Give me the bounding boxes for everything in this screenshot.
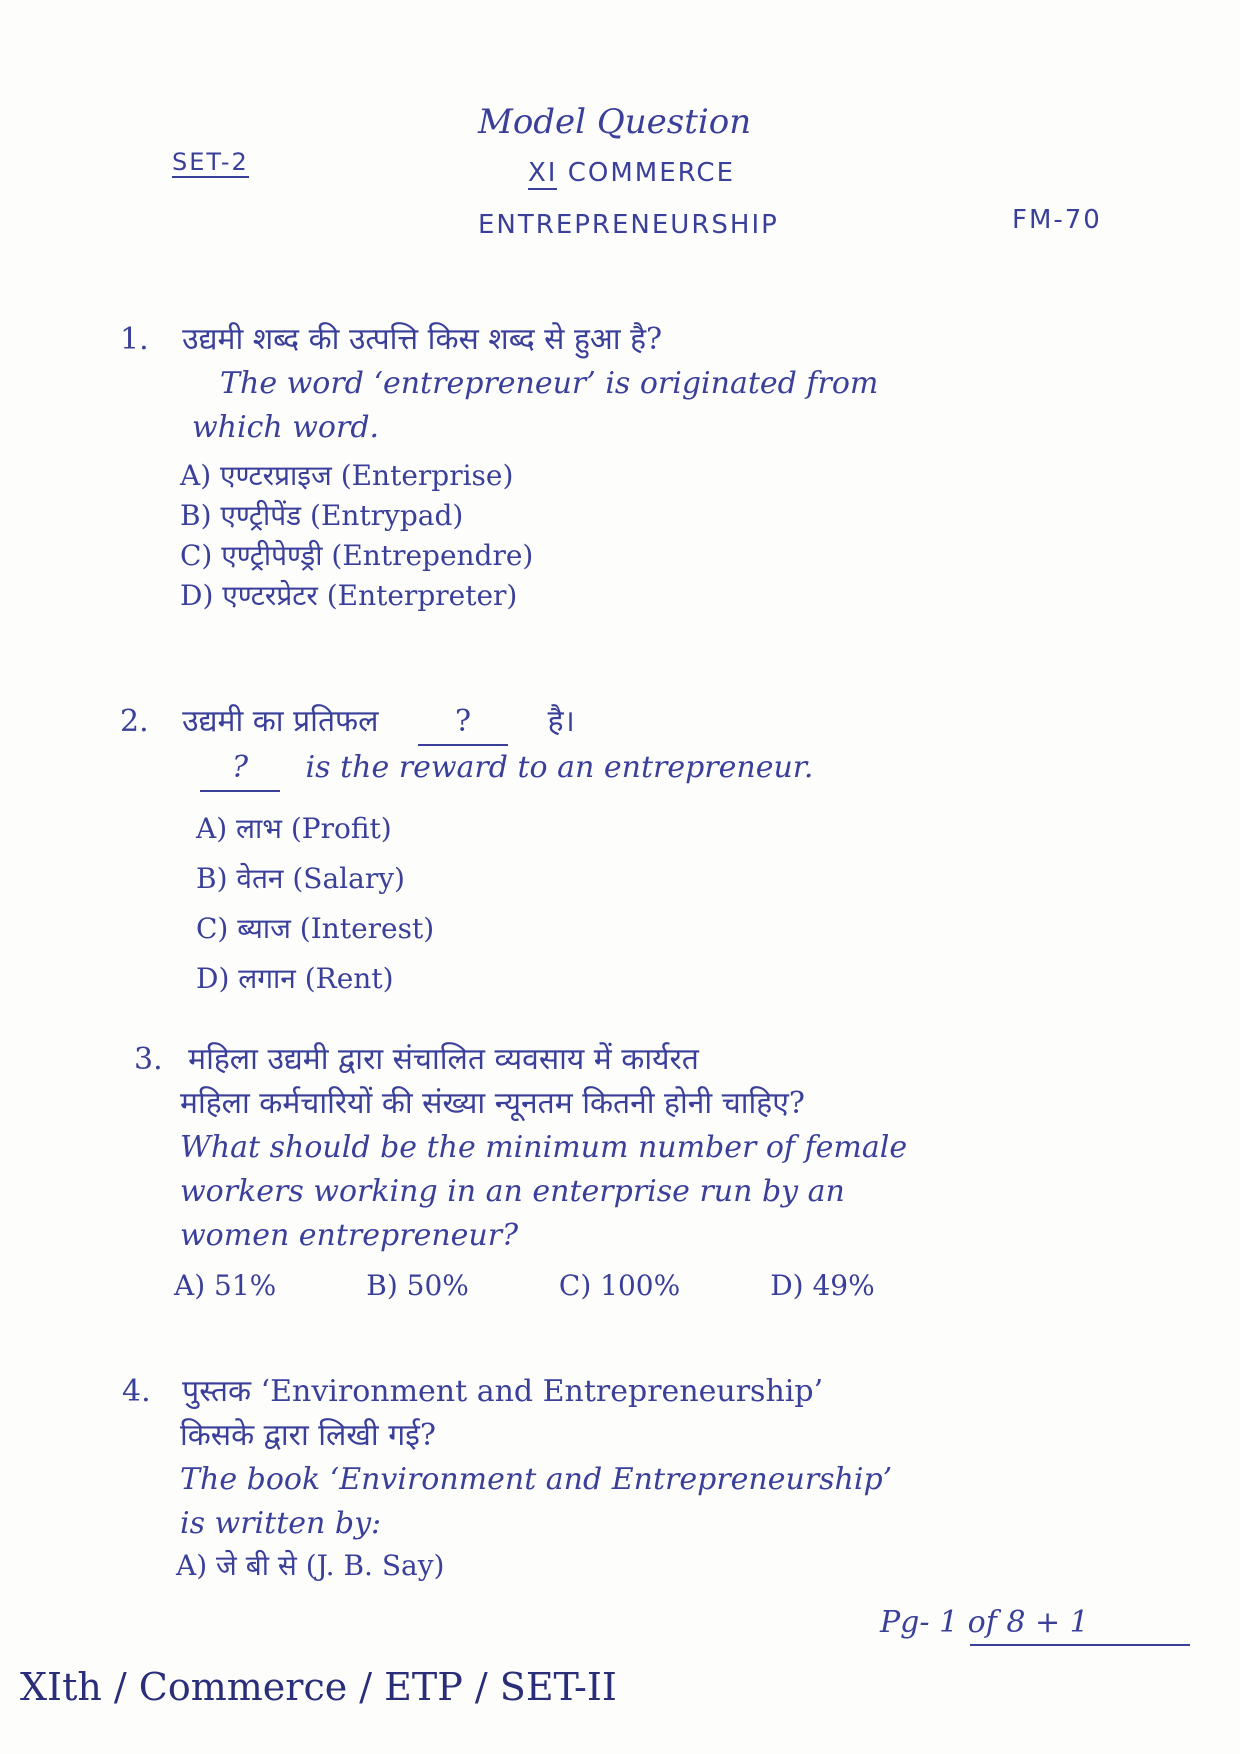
question-hindi: पुस्तक ‘Environment and Entrepreneurship’ (182, 1374, 824, 1409)
option: D) लगान (Rent) (196, 962, 394, 995)
option: B) वेतन (Salary) (196, 862, 405, 895)
question-english: which word. (192, 410, 380, 445)
question-3 (134, 1038, 907, 1306)
question-english: is the reward to an entrepreneur. (305, 750, 814, 785)
question-number: 3. (134, 1042, 163, 1077)
option: C) एण्ट्रीपेण्ड्री (Entrependre) (180, 539, 534, 572)
question-english: What should be the minimum number of female (180, 1130, 908, 1165)
option: D) एण्टरप्रेटर (Enterpreter) (180, 579, 518, 612)
question-hindi: उद्यमी शब्द की उत्पत्ति किस शब्द से हुआ है? (182, 322, 663, 357)
question-english: The word ‘entrepreneur’ is originated from (220, 366, 879, 401)
question-hindi-end: है। (547, 704, 575, 739)
question-number: 2. (120, 704, 149, 739)
answer-blank: ? (200, 746, 280, 792)
question-english: workers working in an enterprise run by an (180, 1174, 845, 1209)
option: B) 50% (366, 1269, 469, 1302)
document-title: Model Question (478, 102, 752, 142)
question-hindi: उद्यमी का प्रतिफल (182, 704, 379, 739)
question-4 (122, 1370, 892, 1586)
option: D) 49% (770, 1269, 875, 1302)
option: B) एण्ट्रीपेंड (Entrypad) (180, 499, 464, 532)
option: C) ब्याज (Interest) (196, 912, 435, 945)
class-stream (528, 158, 735, 188)
question-hindi: महिला कर्मचारियों की संख्या न्यूनतम कितनी होनी चाहिए? (180, 1086, 805, 1121)
question-number: 1. (120, 322, 149, 357)
question-hindi: किसके द्वारा लिखी गई? (180, 1418, 436, 1453)
question-2 (120, 700, 813, 1004)
subject-label: ENTREPRENEURSHIP (478, 210, 779, 240)
answer-blank: ? (418, 700, 508, 746)
option: A) 51% (174, 1269, 277, 1302)
footer-code: XIth / Commerce / ETP / SET-II (20, 1665, 617, 1709)
class-label: XI (528, 158, 558, 188)
option: A) जे बी से (J. B. Say) (176, 1549, 445, 1582)
question-hindi: महिला उद्यमी द्वारा संचालित व्यवसाय में कार्यरत (188, 1042, 699, 1077)
page-underline (970, 1644, 1190, 1646)
question-english: The book ‘Environment and Entrepreneurship’ (180, 1462, 893, 1497)
option: C) 100% (558, 1269, 681, 1302)
full-marks: FM-70 (1012, 205, 1102, 235)
option: A) लाभ (Profit) (196, 812, 392, 845)
stream-label: COMMERCE (567, 158, 736, 188)
option: A) एण्टरप्राइज (Enterprise) (180, 459, 514, 492)
page-indicator: Pg- 1 of 8 + 1 (880, 1605, 1190, 1646)
set-label: SET-2 (172, 148, 249, 176)
question-1 (120, 318, 878, 616)
question-number: 4. (122, 1374, 151, 1409)
question-english: is written by: (180, 1506, 382, 1541)
question-english: women entrepreneur? (180, 1218, 519, 1253)
